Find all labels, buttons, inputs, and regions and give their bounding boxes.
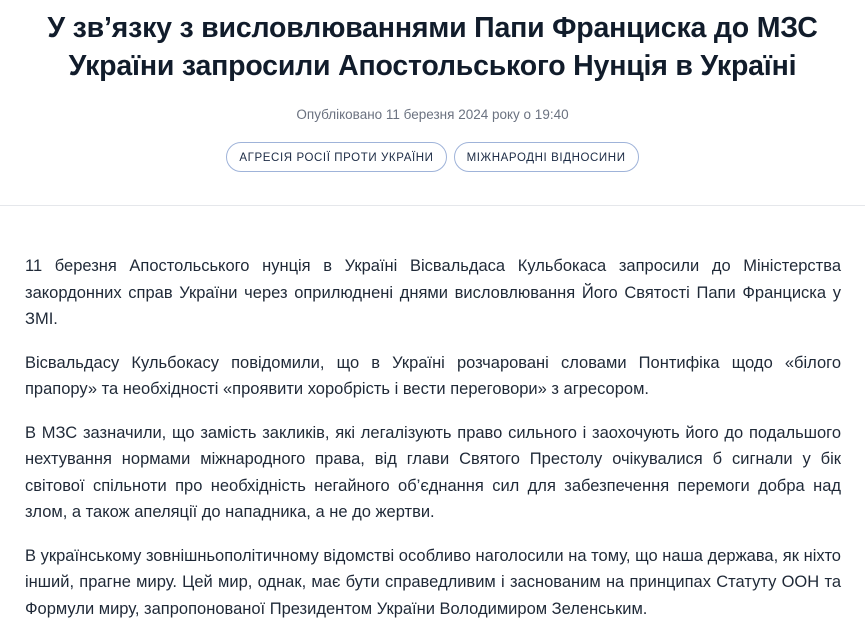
article-header <box>0 0 865 206</box>
article-title <box>0 0 865 85</box>
tag-international-relations[interactable]: МІЖНАРОДНІ ВІДНОСИНИ <box>454 142 639 172</box>
article-paragraph-1: 11 березня Апостольського нунція в Україні Вісвальдаса Кульбокаса запросили до Міністерства закордонних справ України через оприлюднені днями висловлювання Його Святості Папи Франциска у ЗМІ. <box>25 257 841 328</box>
article-title-line-2: України запросили Апостольського Нунція в Україні <box>68 50 797 82</box>
article-body <box>0 206 865 622</box>
article-paragraph-2: Вісвальдасу Кульбокасу повідомили, що в Україні розчаровані словами Понтифіка щодо «білого прапору» та необхідності «проявити хоробрість і вести переговори» з агресором. <box>25 353 841 398</box>
publication-date: Опубліковано 11 березня 2024 року о 19:40 <box>296 107 569 122</box>
tag-list <box>0 142 865 172</box>
article-paragraph-3: В МЗС зазначили, що замість закликів, які легалізують право сильного і заохочують його до подальшого нехтування нормами міжнародного права, від глави Святого Престолу очікувалися б сигнали у бік світової спільноти про необхідність негайного об’єднання сил для забезпечення перемоги добра над злом, а також апеляції до нападника, а не до жертви. <box>25 423 841 521</box>
article-paragraph-4: В українському зовнішньополітичному відомстві особливо наголосили на тому, що наша держава, як ніхто інший, прагне миру. Цей мир, однак, має бути справедливим і заснованим на принципах Статуту ООН та Формули миру, запропонованої Президентом України Володимиром Зеленським. <box>25 546 841 618</box>
article-title-line-1: У зв’язку з висловлюваннями Папи Франциска до МЗС <box>47 12 818 44</box>
tag-russian-aggression[interactable]: АГРЕСІЯ РОСІЇ ПРОТИ УКРАЇНИ <box>226 142 446 172</box>
